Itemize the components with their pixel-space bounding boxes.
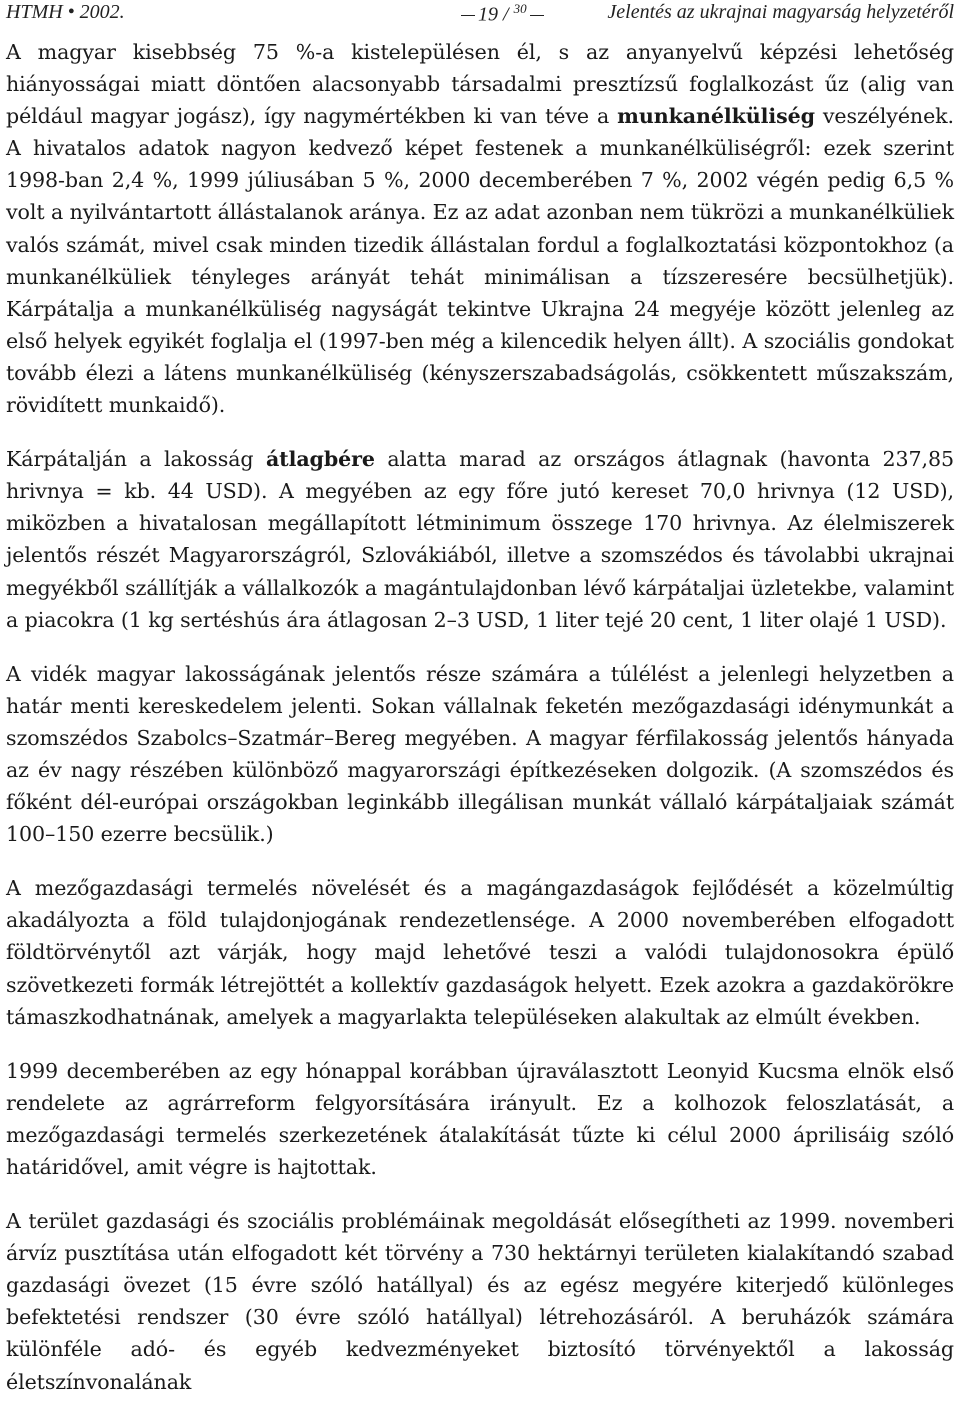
paragraph-unemployment: [6, 36, 954, 421]
page-number-dash-right: [530, 15, 544, 16]
paragraph-agriculture: A mezőgazdasági termelés növelését és a magángazdaságok fejlődését a közelmúltig akadályozta a föld tulajdonjogának rendezetlensége. A 2000 novemberében elfogadott földtörvénytől azt várják, hogy majd lehetővé teszi a valódi tulajdonosokra épülő szövetkezeti formák létrejöttét a kollektív gazdaságok helyett. Ezek azokra a gazdakörökre támaszkodhatnának, amelyek a magyarlakta településeken alakultak az elmúlt években.: [6, 876, 954, 1029]
page-number-dash-left: [461, 15, 475, 16]
document-page: [6, 0, 954, 1398]
page-current: 19: [478, 3, 498, 26]
paragraph-border-trade: A vidék magyar lakosságának jelentős része számára a túlélést a jelenlegi helyzetben a határ menti kereskedelem jelenti. Sokan vállalnak feketén mezőgazdasági idénymunkát a szomszédos Szabolcs–Szatmár–Bereg megyében. A magyar férfilakosság jelentős hányada az év nagy részében különböző magyarországi építkezéseken dolgozik. (A szomszédos és főként dél-európai országokban leginkább illegálisan munkát vállaló kárpátaljaiak számát 100–150 ezerre becsülik.): [6, 661, 954, 847]
paragraph-text: A magyar kisebbség 75 %-a kistelepülésen él, s az anyanyelvű képzési lehetőség hiányosságai miatt döntően alacsonyabb társadalmi presztízsű foglalkozást űz (alig van például magyar jogász), így nagymértékben ki van téve a: [6, 40, 954, 129]
running-header: [6, 0, 954, 30]
paragraph-text: alatta marad az országos átlagnak (havonta 237,85 hrivnya = kb. 44 USD). A megyében az egy főre jutó kereset 70,0 hrivnya (12 USD), miközben a hivatalosan megállapított létminimum összege 170 hrivnya. Az élelmiszerek jelentős részét Magyarországról, Szlovákiából, illetve a szomszédos és távolabbi ukrajnai megyékből szállítják a vállalkozók a magántulajdonban lévő kárpátaljai üzletekbe, valamint a piacokra (1 kg sertéshús ára átlagosan 2–3 USD, 1 liter tejé 20 cent, 1 liter olajé 1 USD).: [6, 447, 954, 632]
page-total: 30: [513, 1, 527, 16]
header-publication: HTMH • 2002.: [6, 1, 125, 23]
keyword-unemployment: munkanélküliség: [617, 104, 815, 129]
paragraph-economic-zone: A terület gazdasági és szociális problémáinak megoldását elősegítheti az 1999. novemberi árvíz pusztítása után elfogadott két törvény a 730 hektárnyi területen kialakítandó szabad gazdasági övezet (15 évre szóló hatállyal) és az egész megyére kiterjedő különleges befektetési rendszer (30 évre szóló hatállyal) létrehozásáról. A beruházók számára különféle adó- és egyéb kedvezményeket biztosító törvényektől a lakosság életszínvonalának: [6, 1209, 954, 1394]
header-document-title: Jelentés az ukrajnai magyarság helyzetéről: [607, 1, 954, 23]
page-number: [458, 1, 547, 27]
paragraph-text: Kárpátalján a lakosság: [6, 447, 266, 472]
paragraph-agrarian-reform: 1999 decemberében az egy hónappal korábban újraválasztott Leonyid Kucsma elnök első rendelete az agrárreform felgyorsítására irányult. Ez a kolhozok feloszlatását, a mezőgazdasági termelés szerkezetének átalakítását tűzte ki célul 2000 áprilisáig szóló határidővel, amit végre is hajtottak.: [6, 1058, 954, 1179]
paragraph-average-wage: [6, 443, 954, 636]
paragraph-text: veszélyének. A hivatalos adatok nagyon kedvező képet festenek a munkanélküliségről: ezek szerint 1998-ban 2,4 %, 1999 júliusában 5 %, 2000 decemberében 7 %, 2002 végén pedig 6,5 % volt a nyilvántartott állástalanok aránya. Ez az adat azonban nem tükrözi a munkanélküliek valós számát, mivel csak minden tizedik állástalan fordul a foglalkoztatási központokhoz (a munkanélküliek tényleges arányát tehát minimálisan a tízszeresére becsülhetjük). Kárpátalja a munkanélküliség nagyságát tekintve Ukrajna 24 megyéje között jelenleg az első helyek egyikét foglalja el (1997-ben még a kilencedik helyen állt). A szociális gondokat tovább élezi a látens munkanélküliség (kényszerszabadságolás, csökkentett műszakszám, rövidített munkaidő).: [6, 104, 954, 418]
keyword-average-wage: átlagbére: [265, 447, 375, 472]
page-separator: /: [503, 3, 509, 26]
